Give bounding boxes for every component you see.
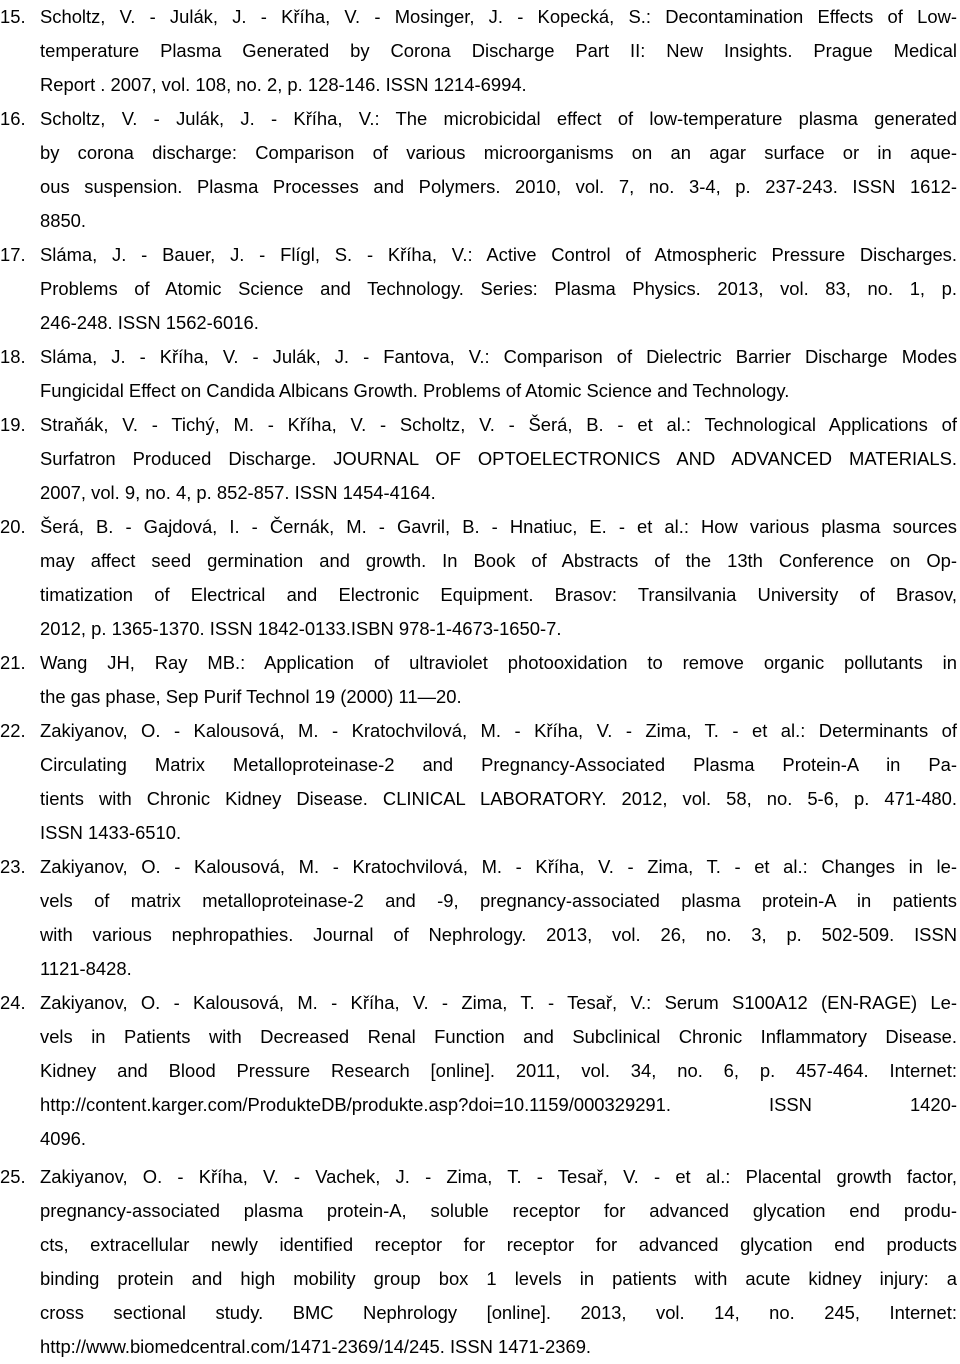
reference-line: Surfatron Produced Discharge. JOURNAL OF OPTOELECTRONICS AND ADVANCED MATERIALS. [40,448,957,469]
reference-line: Wang JH, Ray MB.: Application of ultraviolet photooxidation to remove organic pollutants in [40,652,957,673]
reference-line: Kidney and Blood Pressure Research [online]. 2011, vol. 34, no. 6, p. 457-464. Internet: [40,1060,957,1081]
reference-item [0,510,957,646]
reference-text [40,1160,957,1364]
reference-item [0,102,957,238]
reference-item [0,1156,957,1364]
reference-line: Šerá, B. - Gajdová, I. - Černák, M. - Gavril, B. - Hnatiuc, E. - et al.: How various plasma sources [40,516,957,537]
reference-text [40,850,957,986]
reference-line: Fungicidal Effect on Candida Albicans Growth. Problems of Atomic Science and Technology. [40,380,790,401]
reference-line: http://www.biomedcentral.com/1471-2369/14/245. ISSN 1471-2369. [40,1336,592,1357]
reference-line: pregnancy-associated plasma protein-A, soluble receptor for advanced glycation end produ- [40,1200,957,1221]
reference-line: Circulating Matrix Metalloproteinase-2 and Pregnancy-Associated Plasma Protein-A in Pa- [40,754,957,775]
reference-line: Sláma, J. - Bauer, J. - Flígl, S. - Kříha, V.: Active Control of Atmospheric Pressure Discharges. [40,244,957,265]
reference-line: with various nephropathies. Journal of Nephrology. 2013, vol. 26, no. 3, p. 502-509. ISSN [40,924,957,945]
reference-line: Zakiyanov, O. - Kříha, V. - Vachek, J. - Zima, T. - Tesař, V. - et al.: Placental growth factor, [40,1166,957,1187]
reference-line: vels in Patients with Decreased Renal Function and Subclinical Chronic Inflammatory Disease. [40,1026,957,1047]
reference-text [40,238,957,340]
reference-text [40,510,957,646]
reference-line: Scholtz, V. - Julák, J. - Kříha, V. - Mosinger, J. - Kopecká, S.: Decontamination Effects of Low- [40,6,957,27]
reference-number: 25. [0,1166,26,1187]
reference-text [40,646,957,714]
reference-line: ISSN 1433-6510. [40,822,182,843]
reference-line: Straňák, V. - Tichý, M. - Kříha, V. - Scholtz, V. - Šerá, B. - et al.: Technological Applications of [40,414,957,435]
reference-number: 18. [0,346,26,367]
reference-number: 21. [0,652,26,673]
reference-number: 22. [0,720,26,741]
reference-text [40,986,957,1156]
reference-line: vels of matrix metalloproteinase-2 and -9, pregnancy-associated plasma protein-A in patients [40,890,957,911]
reference-line: cts, extracellular newly identified receptor for receptor for advanced glycation end products [40,1234,957,1255]
reference-line: timatization of Electrical and Electronic Equipment. Brasov: Transilvania University of Brasov, [40,584,957,605]
reference-item [0,646,957,714]
reference-line: the gas phase, Sep Purif Technol 19 (2000) 11—20. [40,686,462,707]
reference-line: temperature Plasma Generated by Corona Discharge Part II: New Insights. Prague Medical [40,40,957,61]
reference-line: Sláma, J. - Kříha, V. - Julák, J. - Fantova, V.: Comparison of Dielectric Barrier Discharge Modes [40,346,957,367]
reference-number: 20. [0,516,26,537]
reference-line: may affect seed germination and growth. In Book of Abstracts of the 13th Conference on Op- [40,550,957,571]
reference-number: 17. [0,244,26,265]
reference-line: tients with Chronic Kidney Disease. CLINICAL LABORATORY. 2012, vol. 58, no. 5-6, p. 471-480. [40,788,957,809]
reference-line: Zakiyanov, O. - Kalousová, M. - Kratochvilová, M. - Kříha, V. - Zima, T. - et al.: Changes in le- [40,856,957,877]
reference-line: 2007, vol. 9, no. 4, p. 852-857. ISSN 1454-4164. [40,482,436,503]
reference-line: http://content.karger.com/ProdukteDB/produkte.asp?doi=10.1159/000329291. ISSN 1420- [40,1094,957,1115]
reference-text [40,0,957,102]
reference-number: 24. [0,992,26,1013]
reference-item [0,986,957,1156]
reference-line: Zakiyanov, O. - Kalousová, M. - Kříha, V. - Zima, T. - Tesař, V.: Serum S100A12 (EN-RAGE) Le- [40,992,957,1013]
reference-line: ous suspension. Plasma Processes and Polymers. 2010, vol. 7, no. 3-4, p. 237-243. ISSN 1612- [40,176,957,197]
reference-number: 16. [0,108,26,129]
reference-item [0,408,957,510]
reference-item [0,0,957,102]
reference-item [0,850,957,986]
reference-line: Scholtz, V. - Julák, J. - Kříha, V.: The microbicidal effect of low-temperature plasma generated [40,108,957,129]
reference-line: Zakiyanov, O. - Kalousová, M. - Kratochvilová, M. - Kříha, V. - Zima, T. - et al.: Determinants of [40,720,957,741]
reference-line: cross sectional study. BMC Nephrology [online]. 2013, vol. 14, no. 245, Internet: [40,1302,957,1323]
reference-line: Problems of Atomic Science and Technology. Series: Plasma Physics. 2013, vol. 83, no. 1, p. [40,278,957,299]
reference-text [40,102,957,238]
reference-line: 8850. [40,210,87,231]
reference-line: binding protein and high mobility group box 1 levels in patients with acute kidney injury: a [40,1268,957,1289]
reference-text [40,408,957,510]
reference-text [40,714,957,850]
reference-number: 19. [0,414,26,435]
reference-line: 246-248. ISSN 1562-6016. [40,312,259,333]
reference-line: 4096. [40,1128,87,1149]
reference-item [0,238,957,340]
reference-line: 2012, p. 1365-1370. ISSN 1842-0133.ISBN 978-1-4673-1650-7. [40,618,562,639]
reference-item [0,714,957,850]
reference-text [40,340,957,408]
reference-line: 1121-8428. [40,958,132,979]
reference-number: 15. [0,6,26,27]
reference-item [0,340,957,408]
reference-line: by corona discharge: Comparison of various microorganisms on an agar surface or in aque- [40,142,957,163]
reference-number: 23. [0,856,26,877]
reference-line: Report . 2007, vol. 108, no. 2, p. 128-146. ISSN 1214-6994. [40,74,527,95]
